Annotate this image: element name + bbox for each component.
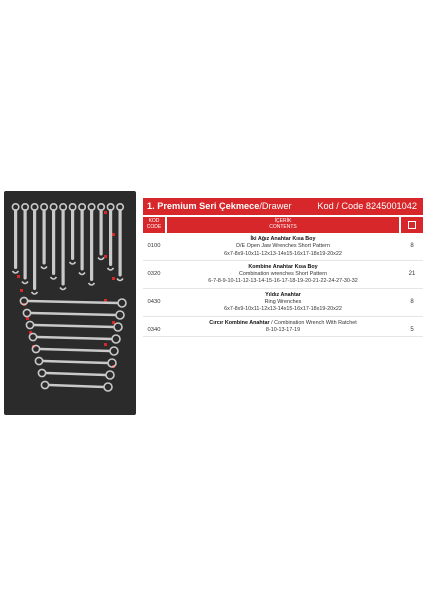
header-contents-tr: İÇERİK bbox=[274, 218, 292, 225]
row-sizes: 8-10-13-17-19 bbox=[265, 326, 301, 333]
series-label: 1. Premium Seri Çekmece bbox=[147, 200, 260, 211]
row-title-line bbox=[165, 320, 401, 327]
ring-wrench-end bbox=[26, 321, 33, 328]
table-row bbox=[143, 317, 423, 338]
combination-wrench bbox=[62, 209, 65, 286]
tray-marker bbox=[26, 317, 29, 320]
row-code: 0320 bbox=[147, 270, 161, 277]
ring-wrench-end bbox=[118, 299, 126, 307]
combination-wrench bbox=[109, 209, 112, 266]
ring-wrench-shank bbox=[31, 313, 116, 315]
wrench-open-end bbox=[32, 292, 38, 294]
row-content bbox=[165, 292, 401, 314]
box-icon bbox=[408, 221, 416, 229]
drawer-title bbox=[147, 202, 292, 211]
combination-wrench bbox=[119, 209, 122, 277]
row-code: 0340 bbox=[147, 326, 161, 333]
combination-wrench bbox=[90, 209, 93, 281]
combination-wrench bbox=[43, 209, 46, 265]
tray-marker bbox=[104, 255, 107, 258]
row-qty: 8 bbox=[410, 298, 414, 305]
combination-wrench bbox=[100, 209, 103, 256]
ring-wrench-end bbox=[116, 311, 124, 319]
row-code: 0430 bbox=[147, 298, 161, 305]
ring-wrench-end bbox=[35, 357, 42, 364]
ring-wrench-end bbox=[29, 333, 36, 340]
row-title: İki Ağız Anahtar Kısa Boy bbox=[250, 236, 316, 242]
row-title: Yıldız Anahtar bbox=[265, 291, 301, 298]
table-header bbox=[143, 217, 423, 233]
header-contents-en: CONTENTS bbox=[269, 224, 297, 230]
ring-wrench-shank bbox=[40, 349, 110, 351]
ring-wrench-shank bbox=[34, 325, 114, 327]
header-code bbox=[143, 217, 165, 233]
ring-wrench-end bbox=[104, 383, 112, 391]
tray-marker bbox=[112, 321, 115, 324]
row-sizes: 6-7-8-9-10-11-12-13-14-15-16-17-18-19-20-21-22-24-27-30-32 bbox=[208, 278, 358, 285]
header-code-en: CODE bbox=[146, 224, 162, 230]
wrench-open-end bbox=[98, 258, 104, 260]
row-title: Kombine Anahtar Kısa Boy bbox=[248, 263, 318, 270]
ring-wrench-shank bbox=[46, 373, 106, 375]
table-row bbox=[143, 233, 423, 261]
ring-wrench-end bbox=[112, 335, 120, 343]
row-content bbox=[165, 264, 401, 286]
row-subtitle: Combination wrenches Short Pattern bbox=[238, 271, 328, 278]
tray-marker bbox=[20, 289, 23, 292]
row-qty: 21 bbox=[408, 270, 416, 277]
wrench-open-end bbox=[70, 262, 76, 264]
wrench-open-end bbox=[60, 288, 66, 290]
header-contents bbox=[167, 217, 399, 233]
wrench-open-end bbox=[117, 279, 123, 281]
table-row bbox=[143, 289, 423, 317]
wrench-tray-illustration bbox=[4, 191, 136, 415]
ring-wrench-end bbox=[32, 345, 39, 352]
wrench-open-end bbox=[79, 273, 85, 275]
tray-marker bbox=[17, 275, 20, 278]
tray-marker bbox=[104, 343, 107, 346]
table-row bbox=[143, 261, 423, 289]
row-sizes: 6x7-8x9-10x11-12x13-14x15-16x17-18x19-20x22 bbox=[224, 306, 342, 313]
combination-wrench bbox=[52, 209, 55, 275]
contents-table bbox=[143, 198, 423, 337]
table-body bbox=[143, 233, 423, 337]
combination-wrench bbox=[14, 209, 17, 269]
wrench-open-end bbox=[41, 267, 47, 269]
wrench-open-end bbox=[89, 283, 95, 285]
row-title: Cırcır Kombine Anahtar bbox=[209, 319, 270, 326]
ring-wrench-shank bbox=[37, 337, 112, 339]
wrench-open-end bbox=[13, 271, 19, 273]
tray-marker bbox=[112, 233, 115, 236]
combination-wrench bbox=[24, 209, 27, 280]
header-quantity bbox=[401, 217, 423, 233]
header-code-tr: KOD bbox=[148, 218, 160, 225]
ring-wrench-end bbox=[41, 381, 48, 388]
ring-wrench-shank bbox=[49, 385, 104, 387]
tray-marker bbox=[112, 277, 115, 280]
combination-wrench bbox=[33, 209, 36, 290]
combination-wrench bbox=[71, 209, 74, 260]
row-subtitle: Ring Wrenches bbox=[264, 299, 302, 306]
row-subtitle: D/E Open Jaw Wrenches Short Pattern bbox=[236, 243, 330, 250]
wrench-open-end bbox=[108, 268, 114, 270]
row-content bbox=[165, 236, 401, 258]
ring-wrench-end bbox=[38, 369, 45, 376]
drawer-label: /Drawer bbox=[259, 200, 292, 211]
row-code: 0100 bbox=[147, 243, 161, 249]
wrench-open-end bbox=[51, 277, 57, 279]
row-qty: 5 bbox=[410, 326, 414, 333]
row-sizes: 6x7-8x9-10x11-12x13-14x15-16x17-18x19-20x22 bbox=[224, 250, 342, 257]
ring-wrench-end bbox=[114, 323, 122, 331]
product-code: Kod / Code 8245001042 bbox=[317, 200, 417, 211]
ring-wrench-end bbox=[110, 347, 118, 355]
table-title-bar bbox=[143, 198, 423, 215]
tray-marker bbox=[104, 211, 107, 214]
product-photo-tool-tray bbox=[4, 191, 136, 415]
row-subtitle: / Combination Wrench With Ratchet bbox=[269, 319, 357, 326]
wrench-open-end bbox=[22, 282, 28, 284]
row-content bbox=[165, 320, 401, 335]
combination-wrench bbox=[81, 209, 84, 271]
row-qty: 8 bbox=[410, 243, 414, 249]
ring-wrench-end bbox=[106, 371, 114, 379]
ring-wrench-shank bbox=[43, 361, 108, 363]
ring-wrench-end bbox=[23, 309, 30, 316]
